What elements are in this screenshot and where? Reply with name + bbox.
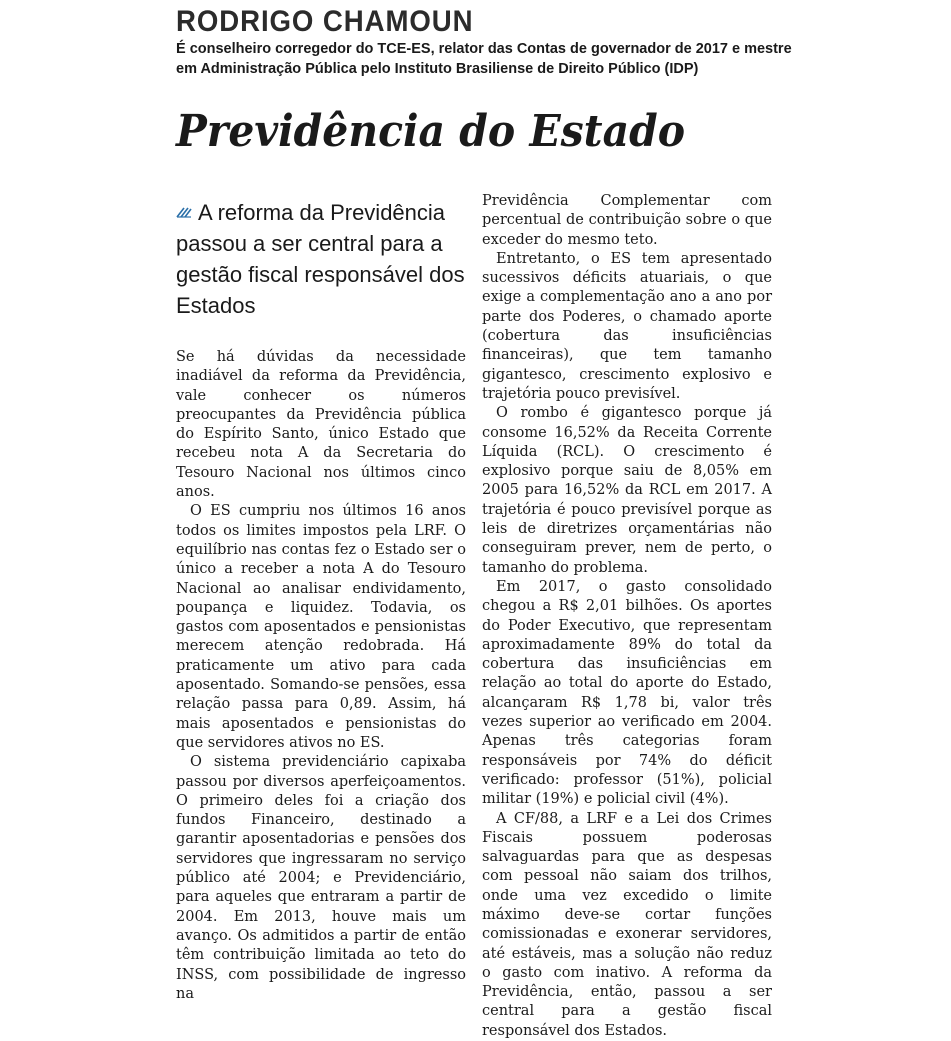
author-bio: É conselheiro corregedor do TCE-ES, relator das Contas de governador de 2017 e mestre em Administração Pública pelo Instituto Brasiliense de Direito Público (IDP) — [176, 40, 816, 79]
author-name: RODRIGO CHAMOUN — [176, 4, 473, 40]
article-title: Previdência do Estado — [176, 102, 685, 162]
paragraph: O rombo é gigantesco porque já consome 16,52% da Receita Corrente Líquida (RCL). O crescimento é explosivo porque saiu de 8,05% em 2005 para 16,52% da RCL em 2017. A trajetória é pouco previsível porque as leis de diretrizes orçamentárias não conseguiram prever, nem de perto, o tamanho do problema. — [482, 404, 772, 578]
paragraph: Entretanto, o ES tem apresentado sucessivos déficits atuariais, o que exige a complementação ano a ano por parte dos Poderes, o chamado aporte (cobertura das insuficiências financeiras), que tem tamanho gigantesco, crescimento explosivo e trajetória pouco previsível. — [482, 250, 772, 404]
paragraph: A CF/88, a LRF e a Lei dos Crimes Fiscais possuem poderosas salvaguardas para que as despesas com pessoal não saiam dos trilhos, onde uma vez excedido o limite máximo deve-se cortar funções comissionadas e exonerar servidores, até estáveis, mas a solução não reduz o gasto com inativo. A reforma da Previdência, então, passou a ser central para a gestão fiscal responsável dos Estados. — [482, 810, 772, 1041]
pullquote-slash-icon — [176, 196, 192, 212]
pullquote-text: A reforma da Previdência passou a ser central para a gestão fiscal responsável dos Estados — [176, 200, 465, 318]
article-column-left — [176, 348, 466, 1004]
article-column-right — [482, 192, 772, 1041]
paragraph: Previdência Complementar com percentual de contribuição sobre o que exceder do mesmo teto. — [482, 192, 772, 250]
paragraph: Em 2017, o gasto consolidado chegou a R$ 2,01 bilhões. Os aportes do Poder Executivo, que representam aproximadamente 89% do total da cobertura das insuficiências em relação ao total do aporte do Estado, alcançaram R$ 1,78 bi, valor três vezes superior ao verificado em 2004. Apenas três categorias foram responsáveis por 74% do déficit verificado: professor (51%), policial militar (19%) e policial civil (4%). — [482, 578, 772, 810]
paragraph: O ES cumpriu nos últimos 16 anos todos os limites impostos pela LRF. O equilíbrio nas contas fez o Estado ser o único a receber a nota A do Tesouro Nacional ao analisar endividamento, poupança e liquidez. Todavia, os gastos com aposentados e pensionistas merecem atenção redobrada. Há praticamente um ativo para cada aposentado. Somando-se pensões, essa relação passa para 0,89. Assim, há mais aposentados e pensionistas do que servidores ativos no ES. — [176, 502, 466, 753]
paragraph: Se há dúvidas da necessidade inadiável da reforma da Previdência, vale conhecer os números preocupantes da Previdência pública do Espírito Santo, único Estado que recebeu nota A da Secretaria do Tesouro Nacional nos últimos cinco anos. — [176, 348, 466, 502]
paragraph: O sistema previdenciário capixaba passou por diversos aperfeiçoamentos. O primeiro deles foi a criação dos fundos Financeiro, destinado a garantir aposentadorias e pensões dos servidores que ingressaram no serviço público até 2004; e Previdenciário, para aqueles que entraram a partir de 2004. Em 2013, houve mais um avanço. Os admitidos a partir de então têm contribuição limitada ao teto do INSS, com possibilidade de ingresso na — [176, 753, 466, 1004]
pullquote — [176, 196, 476, 321]
